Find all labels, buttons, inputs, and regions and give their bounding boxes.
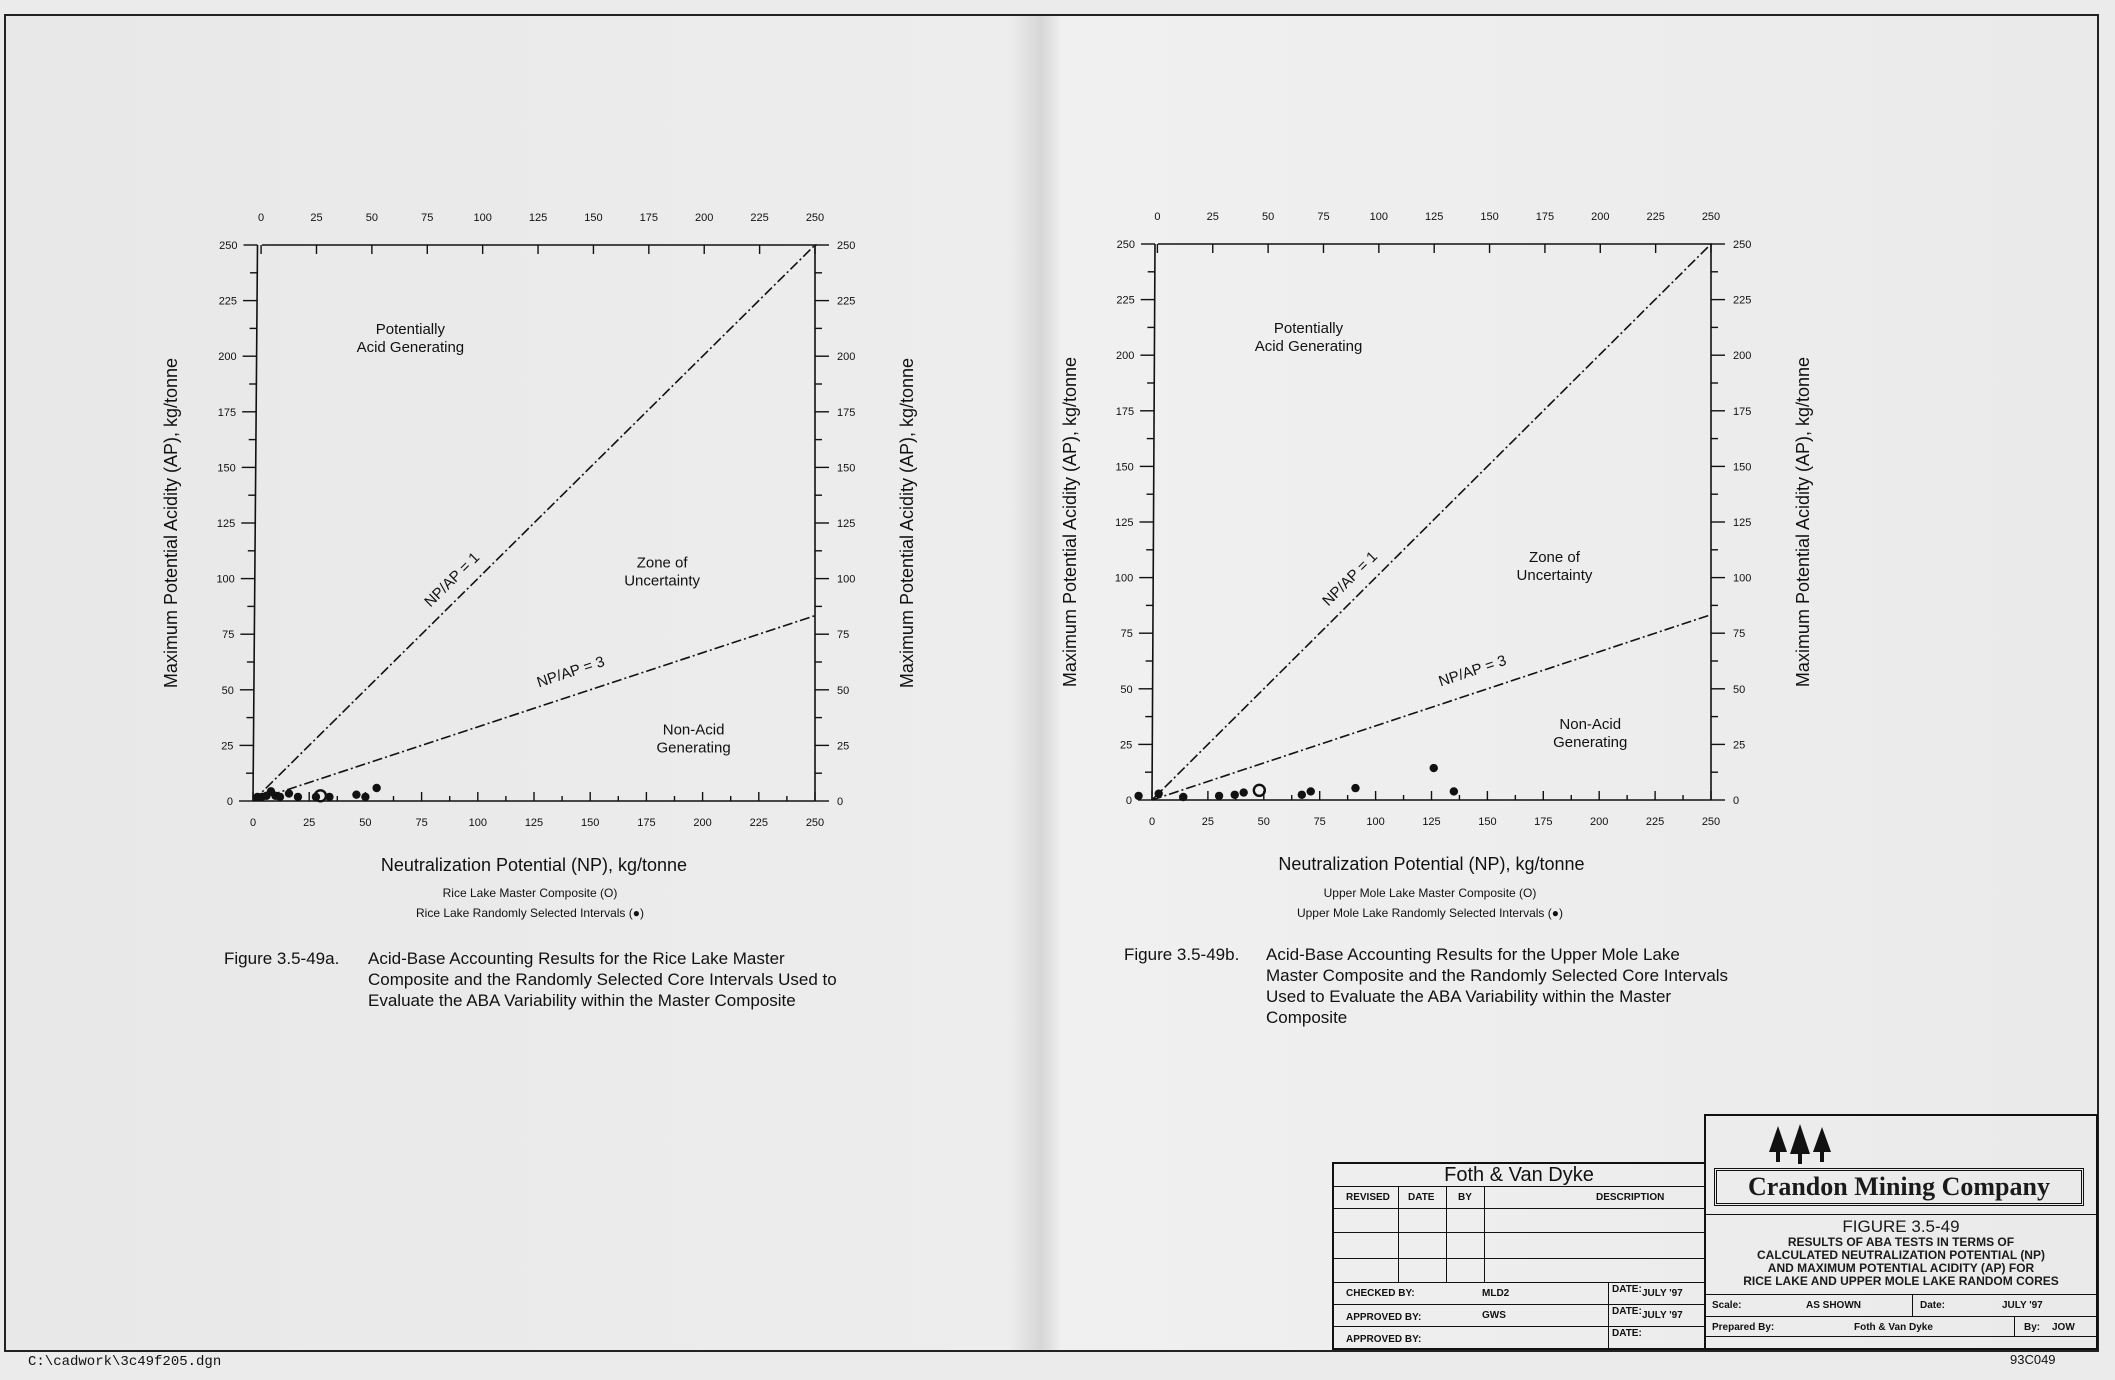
figure-number: FIGURE 3.5-49	[1842, 1217, 1960, 1236]
x-tick-label: 200	[693, 817, 712, 829]
x-top-tick-label: 125	[528, 212, 548, 224]
zone-label: Generating	[1553, 733, 1628, 751]
zone-label: Acid Generating	[356, 338, 465, 356]
trees-logo	[1766, 1122, 1836, 1166]
x-tick-label: 125	[524, 817, 544, 829]
zone-label: Zone of	[1529, 549, 1580, 567]
x-axis-title: Neutralization Potential (NP), kg/tonne	[1278, 854, 1585, 874]
revision-block	[1332, 1162, 1706, 1350]
zone-label: Generating	[656, 739, 731, 757]
date-label: Date:	[1920, 1300, 1946, 1311]
caption-number: Figure 3.5-49a.	[224, 949, 340, 968]
by-header: BY	[1458, 1192, 1472, 1203]
zone-label: Non-Acid	[662, 721, 725, 739]
ratio-line-label: NP/AP = 1	[1319, 548, 1381, 610]
y-tick-label: 150	[1115, 461, 1134, 474]
y-tick-label: 25	[221, 740, 234, 753]
y-tick-label: 150	[217, 462, 236, 475]
x-top-tick-label: 25	[310, 212, 323, 224]
x-top-tick-label: 150	[584, 212, 603, 224]
x-axis-title: Neutralization Potential (NP), kg/tonne	[380, 855, 688, 875]
x-tick-label: 225	[749, 817, 768, 829]
x-top-tick-label: 200	[695, 212, 714, 224]
y-tick-label: 250	[1116, 239, 1135, 251]
description-header: DESCRIPTION	[1596, 1192, 1665, 1203]
y-right-tick-label: 200	[1733, 350, 1752, 363]
x-top-tick-label: 250	[1701, 211, 1721, 223]
y-tick-label: 175	[1115, 405, 1135, 418]
approved-by-value: GWS	[1482, 1310, 1506, 1321]
zone-label: Acid Generating	[1254, 337, 1363, 355]
y-axis-title-right: Maximum Potential Acidity (AP), kg/tonne	[897, 357, 917, 689]
y-tick-label: 100	[1114, 572, 1134, 585]
approved-by-label: APPROVED BY:	[1346, 1312, 1422, 1323]
data-point	[1298, 791, 1306, 799]
caption-text: Acid-Base Accounting Results for the Rice Lake Master Composite and the Randomly Selected Core Intervals Used to Evaluate the ABA Variability within the Master Composite	[368, 949, 837, 1010]
x-top-tick-label: 225	[750, 212, 769, 224]
date-header: DATE	[1408, 1192, 1435, 1203]
x-tick-label: 25	[1201, 816, 1215, 828]
caption-number: Figure 3.5-49b.	[1124, 945, 1240, 964]
y-right-tick-label: 75	[1733, 628, 1746, 641]
caption-figure-b	[1124, 944, 1736, 1028]
x-top-tick-label: 100	[1369, 211, 1389, 223]
x-top-tick-label: 50	[1261, 211, 1275, 223]
date3-label: DATE:	[1612, 1328, 1642, 1339]
y-right-tick-label: 250	[1733, 239, 1752, 251]
date1-label: DATE:	[1612, 1284, 1642, 1295]
y-tick-label: 50	[1120, 683, 1133, 696]
y-right-tick-label: 200	[837, 351, 856, 364]
x-top-tick-label: 25	[1206, 211, 1219, 223]
figure-title-line: RICE LAKE AND UPPER MOLE LAKE RANDOM CORES	[1743, 1274, 2059, 1288]
y-tick-label: 100	[216, 573, 235, 586]
x-tick-label: 50	[1257, 816, 1270, 828]
x-tick-label: 225	[1645, 816, 1665, 828]
x-tick-label: 100	[1366, 816, 1385, 828]
zone-label: Non-Acid	[1559, 715, 1622, 733]
y-right-tick-label: 125	[837, 518, 856, 530]
y-right-tick-label: 100	[837, 573, 856, 586]
ratio-line-label: NP/AP = 3	[1436, 652, 1509, 691]
ratio-line	[1152, 244, 1711, 800]
x-tick-label: 175	[637, 817, 656, 829]
y-tick-label: 175	[217, 406, 237, 419]
prepared-by-label: Prepared By:	[1712, 1322, 1775, 1333]
data-point	[1155, 789, 1163, 797]
y-tick-label: 75	[222, 629, 235, 642]
y-tick-label: 125	[216, 518, 236, 530]
ratio-line-label: NP/AP = 3	[534, 653, 607, 692]
y-tick-label: 225	[1116, 294, 1135, 307]
drawing-number: 93C049	[2010, 1352, 2056, 1367]
figure-title-line: AND MAXIMUM POTENTIAL ACIDITY (AP) FOR	[1767, 1261, 2035, 1275]
y-tick-label: 75	[1120, 628, 1133, 641]
data-point	[1231, 791, 1239, 799]
y-right-tick-label: 250	[837, 240, 856, 252]
checked-by-label: CHECKED BY:	[1346, 1288, 1415, 1299]
legend-entry: Upper Mole Lake Master Composite (O)	[1323, 886, 1537, 900]
caption-figure-a	[224, 948, 838, 1011]
x-tick-label: 250	[1701, 816, 1721, 828]
zone-label: Potentially	[375, 320, 445, 338]
data-point-open	[1254, 785, 1265, 796]
x-tick-label: 50	[359, 817, 372, 829]
prepared-by-value: Foth & Van Dyke	[1854, 1322, 1933, 1333]
revised-header: REVISED	[1346, 1192, 1390, 1203]
x-top-tick-label: 50	[365, 212, 379, 224]
y-right-tick-label: 175	[1733, 405, 1752, 418]
x-top-tick-label: 75	[1317, 211, 1330, 223]
x-top-tick-label: 200	[1591, 211, 1610, 223]
x-tick-label: 150	[1478, 816, 1497, 828]
date-value: JULY '97	[2002, 1300, 2043, 1311]
date1-value: JULY '97	[1642, 1288, 1683, 1299]
y-right-tick-label: 25	[837, 740, 850, 753]
y-right-tick-label: 225	[837, 295, 856, 308]
y-tick-label: 0	[1125, 795, 1132, 807]
y-tick-label: 225	[218, 295, 238, 308]
legend-entry: Upper Mole Lake Randomly Selected Intervals (●)	[1296, 906, 1564, 920]
y-axis-title-left: Maximum Potential Acidity (AP), kg/tonne	[161, 357, 181, 689]
data-point	[1307, 787, 1315, 795]
y-tick-label: 0	[226, 796, 233, 808]
by-label: By:	[2024, 1322, 2041, 1333]
y-right-tick-label: 75	[837, 629, 850, 642]
figure-title-line: RESULTS OF ABA TESTS IN TERMS OF	[1787, 1235, 2015, 1249]
y-tick-label: 125	[1115, 517, 1134, 529]
zone-label: Potentially	[1273, 319, 1344, 337]
x-tick-label: 25	[303, 817, 316, 829]
data-point	[1134, 792, 1142, 800]
data-point	[1239, 788, 1247, 796]
zone-label: Zone of	[636, 554, 688, 572]
y-right-tick-label: 225	[1733, 294, 1752, 307]
ratio-line-label: NP/AP = 1	[421, 549, 484, 611]
scale-label: Scale:	[1712, 1300, 1742, 1311]
date2-value: JULY '97	[1642, 1310, 1683, 1321]
x-top-tick-label: 0	[258, 212, 265, 224]
x-tick-label: 100	[468, 817, 487, 829]
x-tick-label: 200	[1590, 816, 1609, 828]
x-tick-label: 175	[1534, 816, 1553, 828]
scale-value: AS SHOWN	[1806, 1300, 1861, 1311]
checked-by-value: MLD2	[1482, 1288, 1510, 1299]
x-tick-label: 0	[249, 817, 257, 829]
data-point	[1351, 784, 1359, 792]
y-tick-label: 200	[218, 351, 237, 364]
x-tick-label: 75	[1313, 816, 1326, 828]
x-top-tick-label: 175	[639, 212, 659, 224]
x-top-tick-label: 125	[1425, 211, 1444, 223]
x-top-tick-label: 0	[1154, 211, 1161, 223]
approved-by-label-2: APPROVED BY:	[1346, 1334, 1422, 1345]
by-value: JOW	[2052, 1322, 2075, 1333]
figure-title	[1706, 1218, 2096, 1288]
data-point	[1430, 764, 1438, 772]
zone-label: Uncertainty	[1516, 567, 1593, 585]
data-point	[1179, 793, 1187, 801]
y-right-tick-label: 175	[837, 406, 856, 419]
x-tick-label: 150	[581, 817, 600, 829]
y-right-tick-label: 0	[1733, 795, 1740, 807]
y-right-tick-label: 125	[1733, 517, 1752, 529]
y-axis-title-left: Maximum Potential Acidity (AP), kg/tonne	[1060, 356, 1080, 688]
date2-label: DATE:	[1612, 1306, 1642, 1317]
y-axis-title-right: Maximum Potential Acidity (AP), kg/tonne	[1793, 356, 1813, 688]
y-right-tick-label: 25	[1733, 739, 1746, 752]
y-right-tick-label: 150	[837, 462, 856, 475]
y-right-tick-label: 150	[1733, 461, 1752, 474]
y-right-tick-label: 50	[837, 684, 850, 697]
zone-label: Uncertainty	[624, 572, 701, 590]
legend-entry: Rice Lake Randomly Selected Intervals (●)	[415, 906, 645, 920]
y-tick-label: 25	[1120, 739, 1133, 752]
data-point	[1215, 792, 1223, 800]
file-path: C:\cadwork\3c49f205.dgn	[28, 1354, 222, 1370]
x-tick-label: 250	[805, 817, 825, 829]
firm-name: Foth & Van Dyke	[1444, 1164, 1594, 1186]
caption-text: Acid-Base Accounting Results for the Upper Mole Lake Master Composite and the Randomly Selected Core Intervals Used to Evaluate the ABA Variability within the Master Composite	[1266, 945, 1729, 1027]
x-top-tick-label: 150	[1480, 211, 1499, 223]
x-top-tick-label: 75	[421, 212, 434, 224]
y-right-tick-label: 0	[837, 796, 844, 808]
x-top-tick-label: 250	[805, 212, 825, 224]
y-tick-label: 200	[1116, 350, 1135, 363]
y-tick-label: 250	[219, 240, 238, 252]
company-name: Crandon Mining Company	[1714, 1168, 2084, 1206]
x-top-tick-label: 225	[1646, 211, 1665, 223]
x-tick-label: 125	[1422, 816, 1441, 828]
figure-title-line: CALCULATED NEUTRALIZATION POTENTIAL (NP)	[1757, 1248, 2045, 1262]
y-tick-label: 50	[221, 684, 234, 697]
y-right-tick-label: 100	[1733, 572, 1752, 585]
ratio-line	[1152, 615, 1711, 800]
x-top-tick-label: 100	[473, 212, 492, 224]
x-top-tick-label: 175	[1535, 211, 1555, 223]
legend-entry: Rice Lake Master Composite (O)	[442, 886, 618, 900]
x-tick-label: 75	[415, 817, 428, 829]
data-point	[1450, 787, 1458, 795]
y-right-tick-label: 50	[1733, 683, 1746, 696]
x-tick-label: 0	[1148, 816, 1156, 828]
